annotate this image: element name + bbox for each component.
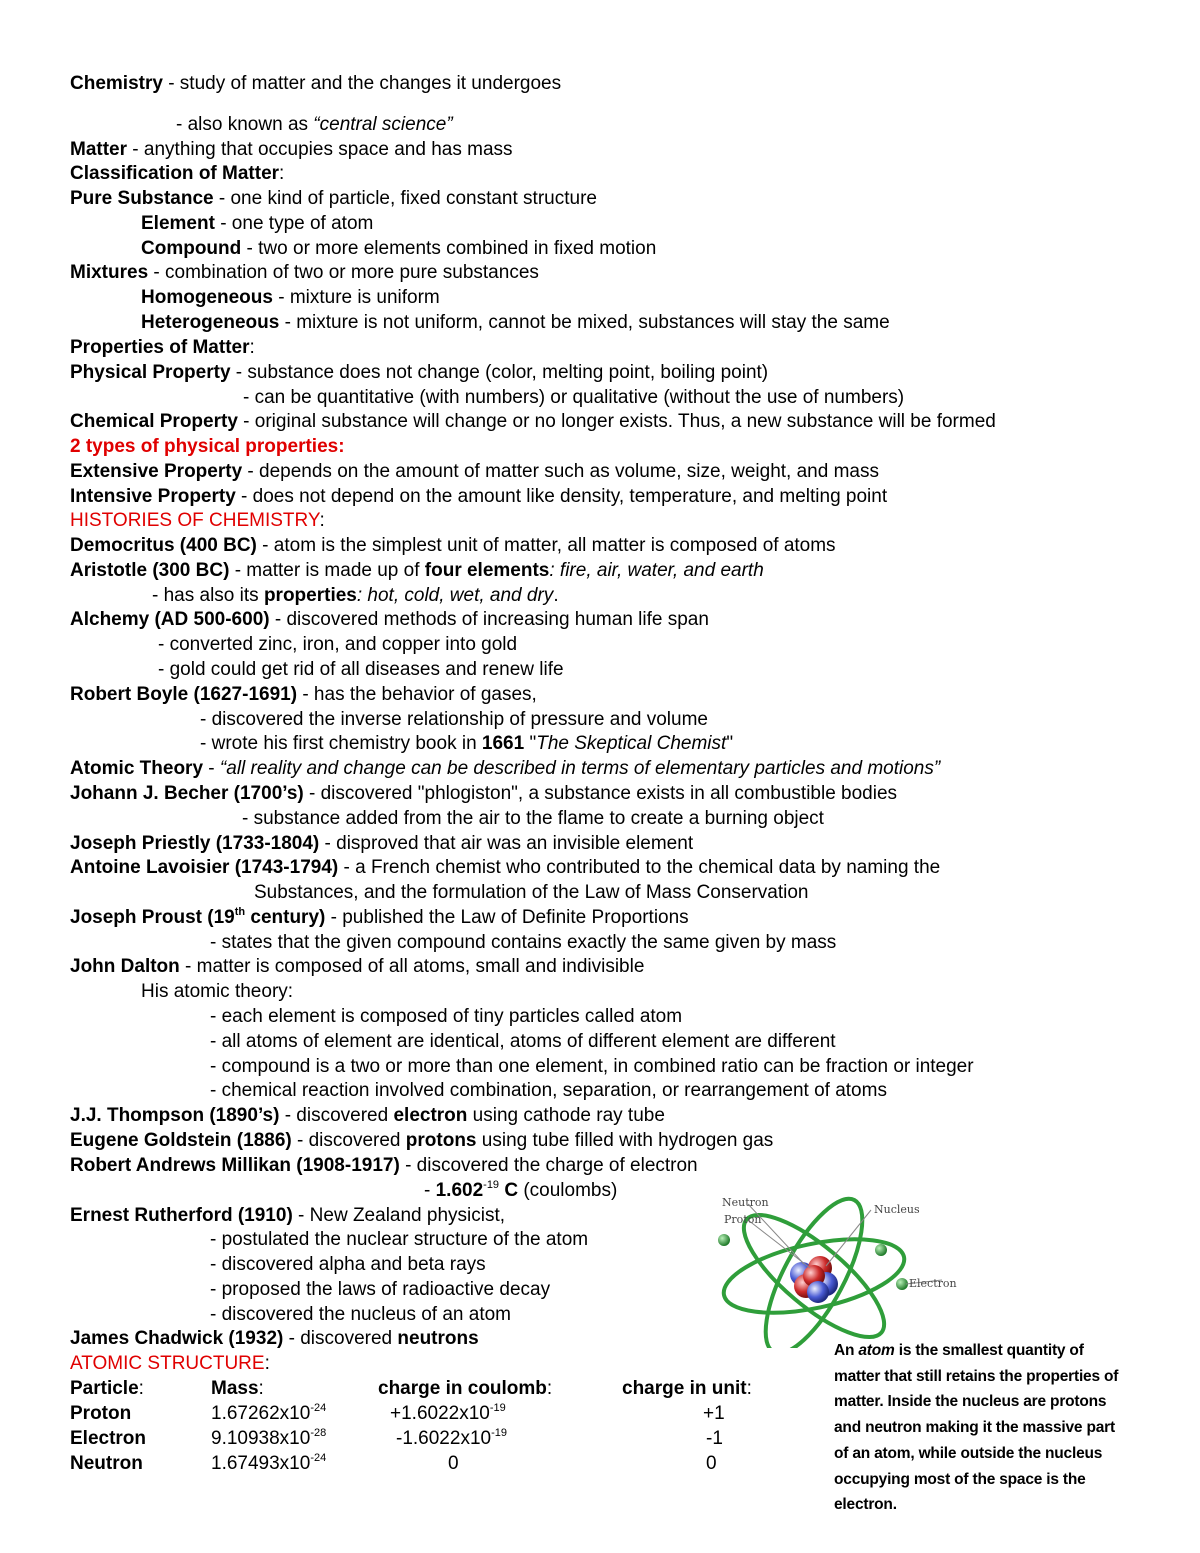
term: Compound [141, 238, 242, 259]
thompson-entry [70, 1104, 665, 1128]
aristotle-entry [70, 559, 764, 583]
term: Matter [70, 139, 128, 160]
boyle-entry [70, 683, 537, 707]
header-coulomb [378, 1377, 552, 1401]
dalton-entry [70, 955, 644, 979]
intensive-property-definition [70, 485, 887, 509]
lavoisier-note: Substances, and the formulation of the Law of Mass Conservation [254, 882, 809, 903]
definition: - discovered [279, 1105, 394, 1126]
prefix: - wrote his first chemistry book in [200, 733, 482, 754]
row-unit: 0 [706, 1453, 717, 1474]
proust-note: - states that the given compound contains exactly the same given by mass [210, 932, 837, 953]
emphasis: neutrons [397, 1328, 479, 1349]
header-text: charge in coulomb [378, 1378, 547, 1399]
definition: - anything that occupies space and has mass [127, 139, 513, 160]
term-b: century) [245, 907, 326, 928]
mass-mantissa: 1.67262x10 [211, 1403, 311, 1424]
term: Joseph Priestly (1733-1804) [70, 833, 320, 854]
democritus-entry [70, 534, 836, 558]
row-coulomb [396, 1427, 507, 1451]
proton-label: Proton [724, 1213, 762, 1226]
italic-text: : hot, cold, wet, and dry [356, 585, 554, 606]
chemistry-definition [70, 72, 561, 96]
compound-definition [141, 237, 656, 261]
quote: “all reality and change can be described in terms of elementary particles and motions” [219, 758, 941, 779]
row-unit: -1 [706, 1428, 723, 1449]
coulomb-exponent: -19 [491, 1427, 507, 1439]
definition: - discovered [291, 1130, 406, 1151]
colon: : [279, 163, 285, 184]
definition: - study of matter and the changes it undergoes [162, 73, 562, 94]
classification-heading [70, 162, 284, 186]
term [70, 907, 325, 928]
alias-prefix: - also known as [176, 114, 314, 135]
quote-open: " [524, 733, 537, 754]
dalton-theory-label: His atomic theory: [141, 981, 294, 1002]
row-mass [211, 1452, 326, 1476]
goldstein-entry [70, 1129, 773, 1153]
emphasis: four elements [424, 560, 550, 581]
atom-caption [834, 1338, 1164, 1518]
period: . [553, 585, 559, 606]
history-heading [70, 509, 325, 533]
chemical-property-definition [70, 410, 996, 434]
emphasis: protons [405, 1130, 477, 1151]
term: Aristotle (300 BC) [70, 560, 230, 581]
row-particle: Electron [70, 1428, 147, 1449]
header-text: Mass [211, 1378, 259, 1399]
pure-substance-definition [70, 187, 597, 211]
row-coulomb [448, 1452, 459, 1476]
mass-mantissa: 9.10938x10 [211, 1428, 311, 1449]
term: Mixtures [70, 262, 149, 283]
row-unit: +1 [703, 1403, 725, 1424]
term: Chemical Property [70, 411, 238, 432]
neutron-ball [807, 1281, 829, 1303]
row-mass [211, 1402, 326, 1426]
definition: - New Zealand physicist, [292, 1205, 506, 1226]
term-a: Joseph Proust (19 [70, 907, 235, 928]
atomic-structure-heading [70, 1352, 270, 1376]
rutherford-point-3: - proposed the laws of radioactive decay [210, 1279, 551, 1300]
dash: - [203, 758, 220, 779]
definition: - matter is made up of [229, 560, 425, 581]
term: Antoine Lavoisier (1743-1794) [70, 857, 339, 878]
definition: - has the behavior of gases, [297, 684, 537, 705]
physical-property-definition [70, 361, 768, 385]
term: Heterogeneous [141, 312, 280, 333]
proust-entry [70, 906, 689, 930]
lavoisier-entry [70, 856, 940, 880]
types-heading: 2 types of physical properties: [70, 436, 345, 457]
quote-close: " [726, 733, 734, 754]
term: J.J. Thompson (1890’s) [70, 1105, 280, 1126]
colon: : [264, 1353, 270, 1374]
alchemy-note-1: - converted zinc, iron, and copper into gold [158, 634, 518, 655]
term: Pure Substance [70, 188, 214, 209]
definition: - discovered "phlogiston", a substance exists in all combustible bodies [303, 783, 898, 804]
header-text: charge in unit [622, 1378, 747, 1399]
physical-property-note: - can be quantitative (with numbers) or qualitative (without the use of numbers) [243, 387, 905, 408]
term: Alchemy (AD 500-600) [70, 609, 270, 630]
extensive-property-definition [70, 460, 879, 484]
boyle-note-2 [200, 732, 733, 756]
priestly-entry [70, 832, 693, 856]
dash: - [424, 1180, 436, 1201]
definition: - combination of two or more pure substances [148, 262, 539, 283]
element-definition [141, 212, 373, 236]
term: Robert Boyle (1627-1691) [70, 684, 298, 705]
chemistry-alias [176, 113, 453, 137]
nucleus [790, 1256, 838, 1303]
rutherford-entry [70, 1204, 505, 1228]
term: Intensive Property [70, 486, 236, 507]
coulomb-mantissa: -1.6022x10 [396, 1428, 492, 1449]
homogeneous-definition [141, 286, 440, 310]
term: Extensive Property [70, 461, 243, 482]
header-particle [70, 1377, 144, 1401]
definition: - depends on the amount of matter such as volume, size, weight, and mass [242, 461, 879, 482]
definition: - one type of atom [214, 213, 374, 234]
term: Chemistry [70, 73, 163, 94]
definition: - mixture is not uniform, cannot be mixed, substances will stay the same [279, 312, 890, 333]
header-mass [211, 1377, 264, 1401]
nucleus-label: Nucleus [874, 1203, 920, 1216]
term: James Chadwick (1932) [70, 1328, 284, 1349]
definition: - one kind of particle, fixed constant structure [213, 188, 597, 209]
definition: - substance does not change (color, melting point, boiling point) [230, 362, 769, 383]
electron-ball [875, 1244, 887, 1256]
emphasis: properties [263, 585, 357, 606]
term: Element [141, 213, 215, 234]
term: Democritus (400 BC) [70, 535, 257, 556]
definition: - matter is composed of all atoms, small and indivisible [179, 956, 645, 977]
colon: : [546, 1378, 553, 1399]
electron-label: Electron [909, 1277, 957, 1290]
rutherford-point-2: - discovered alpha and beta rays [210, 1254, 486, 1275]
emphasis: electron [393, 1105, 468, 1126]
term: Physical Property [70, 362, 231, 383]
definition-end: using tube filled with hydrogen gas [476, 1130, 774, 1151]
alchemy-note-2: - gold could get rid of all diseases and renew life [158, 659, 564, 680]
caption-prefix: An [834, 1342, 859, 1359]
dalton-point-3: - compound is a two or more than one element, in combined ratio can be fraction or integer [210, 1056, 974, 1077]
colon: : [249, 337, 255, 358]
atomic-theory-entry [70, 757, 940, 781]
definition: - a French chemist who contributed to the chemical data by naming the [338, 857, 941, 878]
boyle-note-1: - discovered the inverse relationship of pressure and volume [200, 709, 708, 730]
mass-mantissa: 1.67493x10 [211, 1453, 311, 1474]
definition: - discovered [283, 1328, 398, 1349]
dalton-point-4: - chemical reaction involved combination, separation, or rearrangement of atoms [210, 1080, 887, 1101]
definition: - discovered the charge of electron [399, 1155, 698, 1176]
matter-definition [70, 138, 513, 162]
alias-text: “central science” [313, 114, 453, 135]
definition: - mixture is uniform [272, 287, 440, 308]
caption-text: is the smallest quantity of matter that still retains the properties of matter. Inside the nucleus are protons and neutron making it the massive part of an atom, while outside the nucleus occupying most of the space is the electron. [834, 1342, 1119, 1514]
mass-exponent: -28 [310, 1427, 327, 1439]
colon: : [138, 1378, 144, 1399]
becher-entry [70, 782, 897, 806]
row-particle: Neutron [70, 1453, 143, 1474]
aristotle-properties [152, 584, 559, 608]
heading-text: HISTORIES OF CHEMISTRY [70, 510, 320, 531]
row-coulomb [390, 1402, 506, 1426]
prefix: - has also its [152, 585, 264, 606]
coulomb-exponent: -19 [489, 1402, 506, 1414]
definition: - discovered methods of increasing human life span [269, 609, 709, 630]
neutron-label: Neutron [722, 1196, 769, 1209]
year: 1661 [481, 733, 525, 754]
charge-value: 1.602 [435, 1180, 484, 1201]
term: Johann J. Becher (1700’s) [70, 783, 304, 804]
term: Robert Andrews Millikan (1908-1917) [70, 1155, 400, 1176]
term: Properties of Matter [70, 337, 250, 358]
colon: : [319, 510, 325, 531]
definition: - published the Law of Definite Proportions [325, 907, 689, 928]
definition: - does not depend on the amount like density, temperature, and melting point [235, 486, 888, 507]
rutherford-point-1: - postulated the nuclear structure of the atom [210, 1229, 589, 1250]
definition-end: using cathode ray tube [467, 1105, 665, 1126]
heterogeneous-definition [141, 311, 890, 335]
italic-text: : fire, air, water, and earth [549, 560, 764, 581]
properties-heading [70, 336, 255, 360]
dalton-point-1: - each element is composed of tiny particles called atom [210, 1006, 683, 1027]
superscript: th [234, 906, 246, 918]
row-mass [211, 1427, 326, 1451]
mixtures-definition [70, 261, 539, 285]
chadwick-entry [70, 1327, 479, 1351]
colon: : [258, 1378, 264, 1399]
definition: - two or more elements combined in fixed motion [241, 238, 657, 259]
term: Ernest Rutherford (1910) [70, 1205, 293, 1226]
caption-italic: atom [858, 1342, 895, 1359]
charge-exponent: -19 [483, 1179, 500, 1191]
row-particle: Proton [70, 1403, 132, 1424]
colon: : [746, 1378, 752, 1399]
term: Atomic Theory [70, 758, 204, 779]
atom-diagram [706, 1188, 976, 1348]
heading-text: ATOMIC STRUCTURE [70, 1353, 265, 1374]
header-unit [622, 1377, 752, 1401]
header-text: Particle [70, 1378, 139, 1399]
millikan-entry [70, 1154, 698, 1178]
charge-unit: C [499, 1180, 519, 1201]
dalton-point-2: - all atoms of element are identical, atoms of different element are different [210, 1031, 836, 1052]
term: Homogeneous [141, 287, 273, 308]
mass-exponent: -24 [310, 1452, 327, 1464]
rutherford-point-4: - discovered the nucleus of an atom [210, 1304, 512, 1325]
term: Eugene Goldstein (1886) [70, 1130, 292, 1151]
coulomb-mantissa: +1.6022x10 [390, 1403, 490, 1424]
term: Classification of Matter [70, 163, 280, 184]
label-lines [748, 1204, 942, 1284]
unit-name: (coulombs) [518, 1180, 618, 1201]
alchemy-entry [70, 608, 709, 632]
term: John Dalton [70, 956, 180, 977]
mass-exponent: -24 [310, 1402, 327, 1414]
definition: - disproved that air was an invisible element [319, 833, 694, 854]
becher-note: - substance added from the air to the flame to create a burning object [242, 808, 824, 829]
coulomb-mantissa: 0 [448, 1453, 459, 1474]
millikan-charge [424, 1179, 617, 1203]
book-title: The Skeptical Chemist [536, 733, 727, 754]
electron-ball [718, 1234, 730, 1246]
definition: - original substance will change or no longer exists. Thus, a new substance will be formed [237, 411, 996, 432]
definition: - atom is the simplest unit of matter, all matter is composed of atoms [256, 535, 836, 556]
